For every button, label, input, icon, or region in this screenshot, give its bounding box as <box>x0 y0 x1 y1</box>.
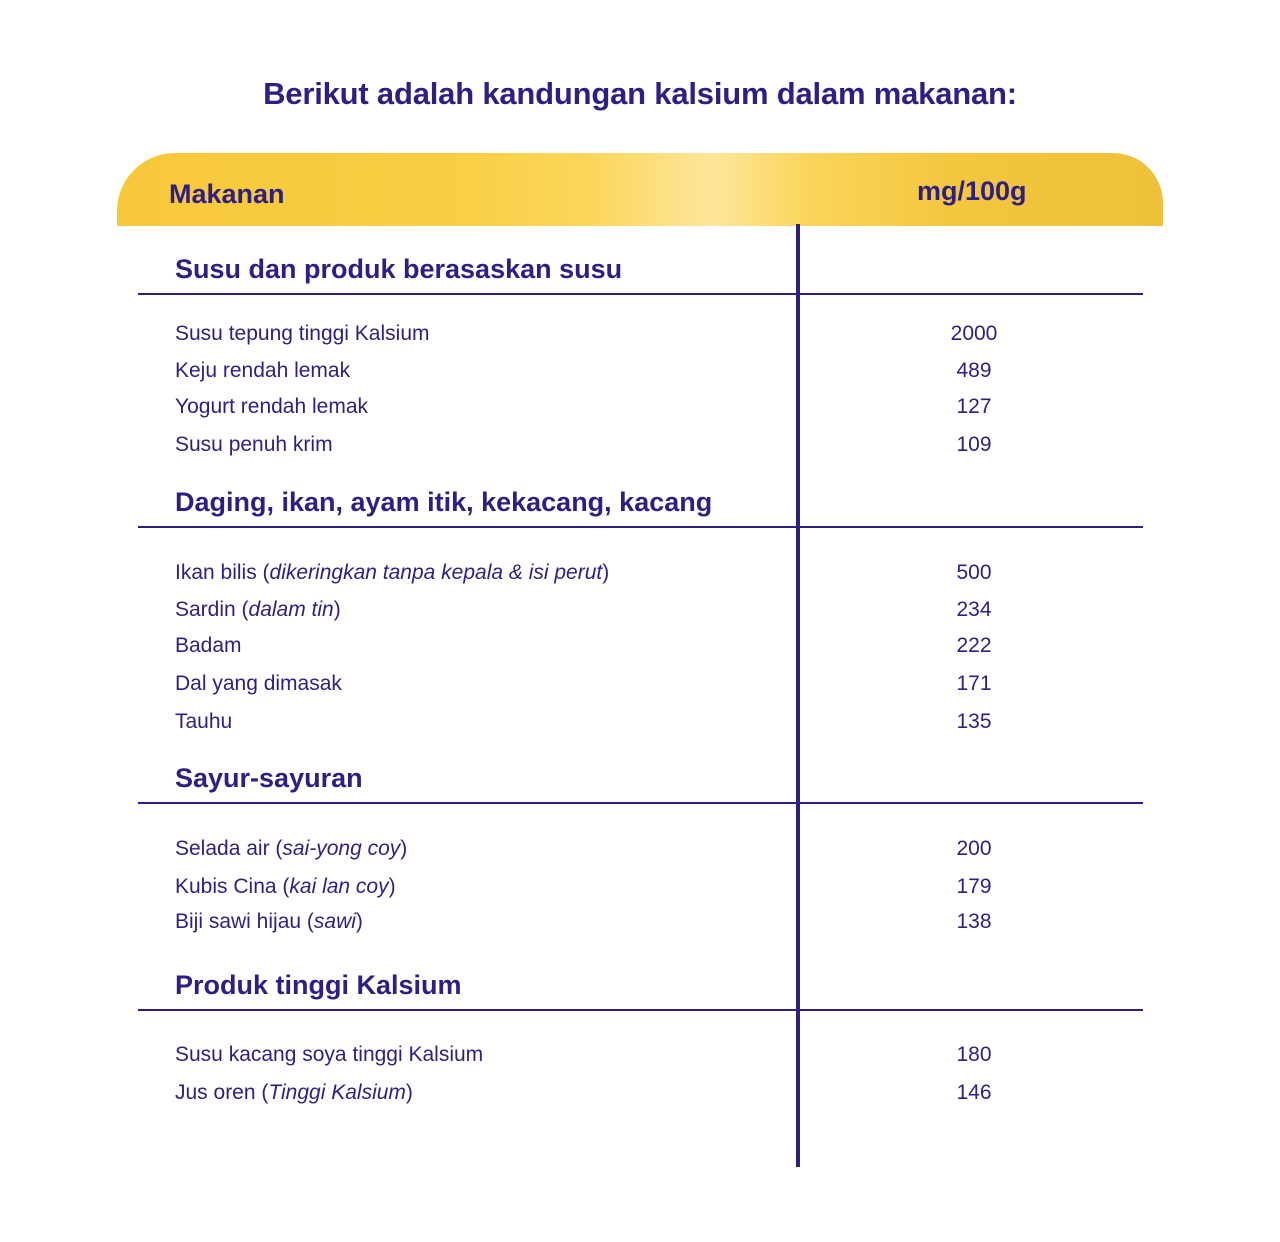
section-divider <box>138 526 1143 528</box>
food-note: sawi <box>313 910 356 933</box>
table-row <box>0 1081 1280 1111</box>
table-row <box>0 598 1280 628</box>
food-label: Yogurt rendah lemak <box>175 395 369 418</box>
calcium-value: 2000 <box>950 322 998 345</box>
food-label: Susu penuh krim <box>175 433 333 456</box>
calcium-value: 146 <box>956 1081 992 1104</box>
calcium-value: 127 <box>956 395 992 418</box>
food-name <box>175 1043 483 1067</box>
food-name: Biji sawi hijau (sawi) <box>175 910 363 933</box>
food-name: Kubis Cina (kai lan coy) <box>175 875 396 898</box>
food-name: Jus oren (Tinggi Kalsium) <box>175 1081 413 1104</box>
food-name <box>175 359 350 383</box>
food-note: sai-yong coy <box>282 837 401 860</box>
column-header-food: Makanan <box>169 179 285 209</box>
section-divider <box>138 293 1143 295</box>
section-divider <box>138 1009 1143 1011</box>
page-title: Berikut adalah kandungan kalsium dalam makanan: <box>263 76 1017 111</box>
table-row <box>0 875 1280 905</box>
food-label: Badam <box>175 634 242 657</box>
calcium-value: 109 <box>956 433 992 456</box>
food-label: Kubis Cina <box>175 875 277 898</box>
table-row <box>0 837 1280 867</box>
table-row <box>0 395 1280 425</box>
calcium-value: 500 <box>956 561 992 584</box>
food-label: Tauhu <box>175 710 233 733</box>
food-label: Jus oren <box>175 1081 256 1104</box>
table-row <box>0 359 1280 389</box>
calcium-value: 222 <box>956 634 992 657</box>
food-note: kai lan coy <box>289 875 389 898</box>
calcium-value: 171 <box>956 672 992 695</box>
food-note: Tinggi Kalsium <box>268 1081 406 1104</box>
food-note: dikeringkan tanpa kepala & isi perut <box>269 561 603 584</box>
food-label: Keju rendah lemak <box>175 359 351 382</box>
food-note: dalam tin <box>248 598 334 621</box>
table-row <box>0 322 1280 352</box>
calcium-value: 138 <box>956 910 992 933</box>
food-name <box>175 634 242 658</box>
section-title: Susu dan produk berasaskan susu <box>175 254 623 284</box>
calcium-value: 135 <box>956 710 992 733</box>
calcium-value: 179 <box>956 875 992 898</box>
table-row <box>0 634 1280 664</box>
food-label: Susu kacang soya tinggi Kalsium <box>175 1043 484 1066</box>
section-divider <box>138 802 1143 804</box>
food-name <box>175 395 368 419</box>
calcium-value: 200 <box>956 837 992 860</box>
table-row <box>0 1043 1280 1073</box>
calcium-value: 180 <box>956 1043 992 1066</box>
food-name: Ikan bilis (dikeringkan tanpa kepala & isi perut) <box>175 561 610 584</box>
food-name <box>175 672 342 696</box>
column-header-value: mg/100g <box>917 176 1027 206</box>
calcium-value: 489 <box>956 359 992 382</box>
calcium-value: 234 <box>956 598 992 621</box>
food-label: Susu tepung tinggi Kalsium <box>175 322 430 345</box>
table-row <box>0 672 1280 702</box>
table-row <box>0 710 1280 740</box>
food-name <box>175 322 430 346</box>
food-name: Selada air (sai-yong coy) <box>175 837 408 860</box>
food-name: Sardin (dalam tin) <box>175 598 341 621</box>
food-name <box>175 710 232 734</box>
section-title: Produk tinggi Kalsium <box>175 970 462 1000</box>
food-name <box>175 433 333 457</box>
section-title: Sayur-sayuran <box>175 763 363 793</box>
table-row <box>0 433 1280 463</box>
food-label: Sardin <box>175 598 236 621</box>
food-label: Ikan bilis <box>175 561 257 584</box>
table-row <box>0 910 1280 940</box>
food-label: Biji sawi hijau <box>175 910 302 933</box>
food-label: Selada air <box>175 837 270 860</box>
food-label: Dal yang dimasak <box>175 672 342 695</box>
section-title: Daging, ikan, ayam itik, kekacang, kacang <box>175 487 713 517</box>
table-row <box>0 561 1280 591</box>
